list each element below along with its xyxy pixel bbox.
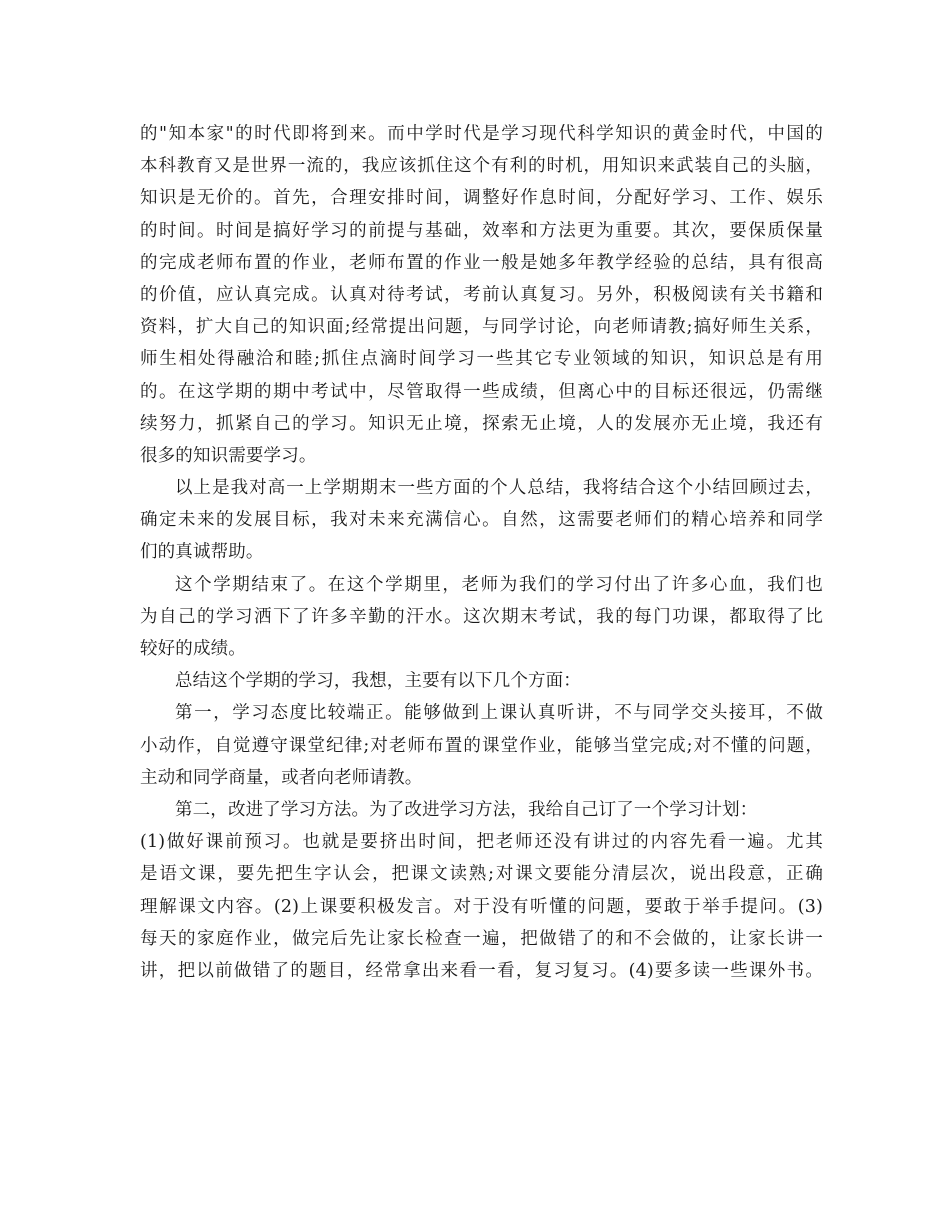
text-line: 的价值，应认真完成。认真对待考试，考前认真复习。另外，积极阅读有关书籍和 bbox=[140, 284, 823, 305]
document-body bbox=[140, 118, 823, 987]
text-line: 总结这个学期的学习，我想，主要有以下几个方面： bbox=[175, 671, 581, 692]
paragraph bbox=[140, 472, 823, 569]
text-line: 资料，扩大自己的知识面;经常提出问题，与同学讨论，向老师请教;搞好师生关系， bbox=[140, 317, 823, 338]
text-line: 师生相处得融洽和睦;抓住点滴时间学习一些其它专业领域的知识，知识总是有用 bbox=[140, 349, 823, 370]
text-line: 这个学期结束了。在这个学期里，老师为我们的学习付出了许多心血，我们也 bbox=[175, 574, 823, 595]
text-line: 第二，改进了学习方法。为了改进学习方法，我给自己订了一个学习计划： bbox=[175, 799, 758, 820]
text-line: 为自己的学习洒下了许多辛勤的汗水。这次期末考试，我的每门功课，都取得了比 bbox=[140, 606, 823, 627]
text-line: 较好的成绩。 bbox=[140, 639, 246, 659]
text-line: 的"知本家"的时代即将到来。而中学时代是学习现代科学知识的黄金时代，中国的 bbox=[140, 124, 823, 144]
text-line: 每天的家庭作业，做完后先让家长检查一遍，把做错了的和不会做的，让家长讲一 bbox=[140, 928, 823, 949]
text-line: 理解课文内容。(2)上课要积极发言。对于没有听懂的问题，要敢于举手提问。(3) bbox=[140, 896, 823, 917]
text-line: 讲，把以前做错了的题目，经常拿出来看一看，复习复习。(4)要多读一些课外书。 bbox=[140, 960, 823, 981]
text-line: 的时间。时间是搞好学习的前提与基础，效率和方法更为重要。其次，要保质保量 bbox=[140, 220, 823, 241]
text-line: 本科教育又是世界一流的，我应该抓住这个有利的时机，用知识来武装自己的头脑， bbox=[140, 156, 823, 177]
text-line: 的。在这学期的期中考试中，尽管取得一些成绩，但离心中的目标还很远，仍需继 bbox=[140, 381, 823, 402]
paragraph bbox=[140, 697, 823, 794]
text-line: 知识是无价的。首先，合理安排时间，调整好作息时间，分配好学习、工作、娱乐 bbox=[140, 188, 823, 209]
paragraph bbox=[140, 118, 823, 472]
paragraph bbox=[140, 794, 823, 987]
text-line: 确定未来的发展目标，我对未来充满信心。自然，这需要老师们的精心培养和同学 bbox=[140, 510, 823, 531]
text-line: 的完成老师布置的作业，老师布置的作业一般是她多年教学经验的总结，具有很高 bbox=[140, 252, 823, 273]
text-line: 很多的知识需要学习。 bbox=[140, 445, 317, 466]
text-line: 小动作，自觉遵守课堂纪律;对老师布置的课堂作业，能够当堂完成;对不懂的问题， bbox=[140, 735, 823, 756]
text-line: 以上是我对高一上学期期末一些方面的个人总结，我将结合这个小结回顾过去， bbox=[175, 478, 823, 499]
text-line: 们的真诚帮助。 bbox=[140, 542, 264, 563]
text-line: 主动和同学商量，或者向老师请教。 bbox=[140, 767, 423, 788]
paragraph bbox=[140, 665, 823, 697]
paragraph bbox=[140, 569, 823, 666]
text-line: 是语文课，要先把生字认会，把课文读熟;对课文要能分清层次，说出段意，正确 bbox=[140, 864, 823, 885]
text-line: 续努力，抓紧自己的学习。知识无止境，探索无止境，人的发展亦无止境，我还有 bbox=[140, 413, 823, 434]
text-line: 第一，学习态度比较端正。能够做到上课认真听讲，不与同学交头接耳，不做 bbox=[175, 703, 823, 724]
text-line: (1)做好课前预习。也就是要挤出时间，把老师还没有讲过的内容先看一遍。尤其 bbox=[140, 832, 823, 853]
